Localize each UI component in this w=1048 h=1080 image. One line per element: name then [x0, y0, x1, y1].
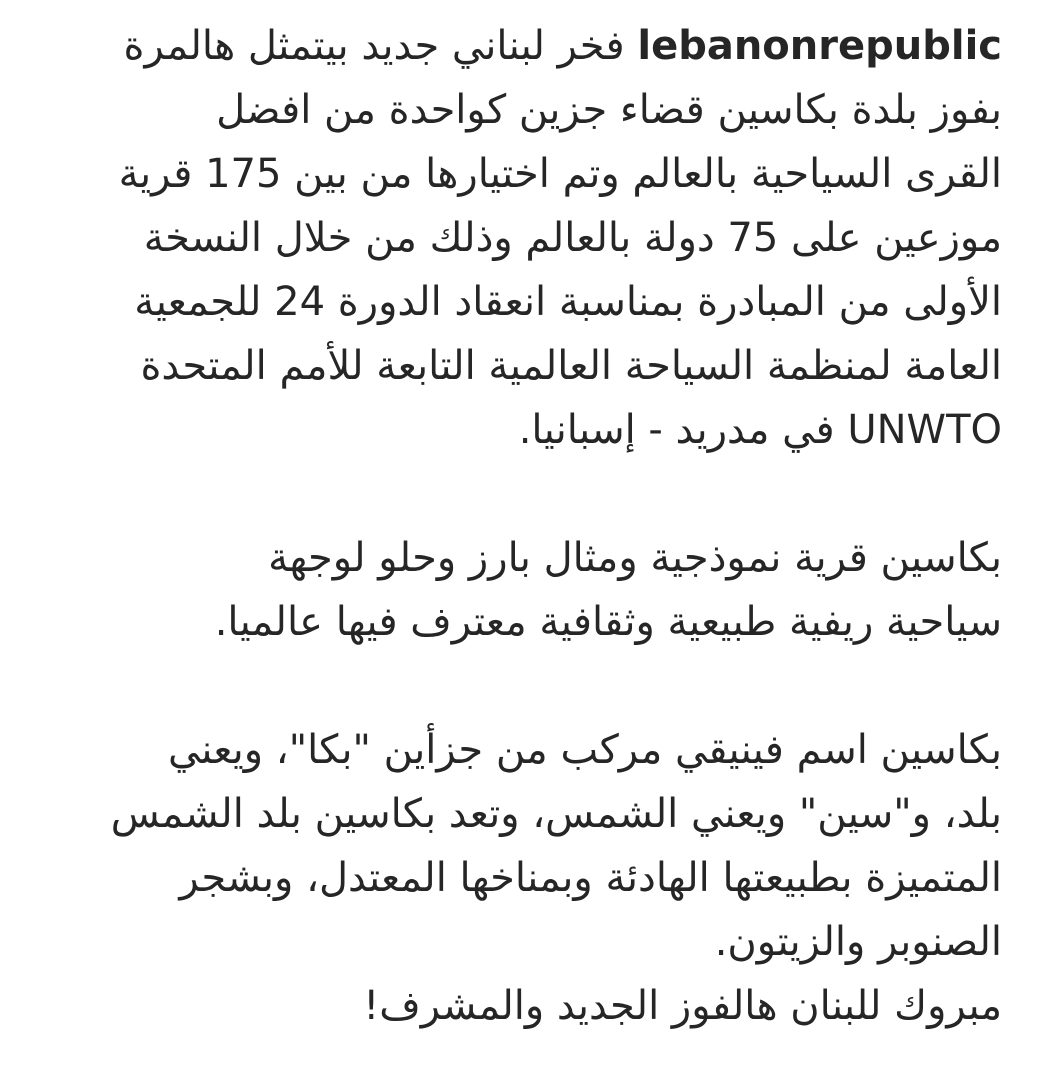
caption-line: بفوز بلدة بكاسين قضاء جزين كواحدة من افضل	[216, 87, 1002, 133]
caption-line: UNWTO في مدريد - إسبانيا.	[518, 407, 1002, 453]
caption-line: موزعين على 75 دولة بالعالم وذلك من خلال النسخة	[143, 215, 1002, 261]
caption-paragraph-3	[42, 718, 1002, 1038]
caption-text	[42, 14, 1002, 1038]
caption-line: المتميزة بطبيعتها الهادئة وبمناخها المعتدل، وبشجر	[179, 855, 1002, 901]
paragraph-gap	[42, 654, 1002, 718]
caption-line: بلد، و"سين" ويعني الشمس، وتعد بكاسين بلد الشمس	[110, 791, 1002, 837]
caption-paragraph-2	[42, 526, 1002, 654]
caption-line: العامة لمنظمة السياحة العالمية التابعة للأمم المتحدة	[140, 343, 1002, 389]
caption-line: القرى السياحية بالعالم وتم اختيارها من بين 175 قرية	[118, 151, 1002, 197]
caption-line: سياحية ريفية طبيعية وثقافية معترف فيها عالميا.	[214, 599, 1002, 645]
caption-line: بكاسين اسم فينيقي مركب من جزأين "بكا"، ويعني	[167, 727, 1002, 773]
caption-intro-text: فخر لبناني جديد بيتمثل هالمرة	[123, 23, 625, 69]
caption-line	[42, 14, 1002, 78]
caption-paragraph-1	[42, 14, 1002, 462]
paragraph-gap	[42, 462, 1002, 526]
caption-line: الأولى من المبادرة بمناسبة انعقاد الدورة 24 للجمعية	[134, 279, 1002, 325]
username-link[interactable]: lebanonrepublic	[637, 23, 1002, 69]
caption-line: الصنوبر والزيتون.	[714, 919, 1002, 965]
caption-line: مبروك للبنان هالفوز الجديد والمشرف!	[363, 983, 1002, 1029]
caption-line: بكاسين قرية نموذجية ومثال بارز وحلو لوجهة	[268, 535, 1002, 581]
